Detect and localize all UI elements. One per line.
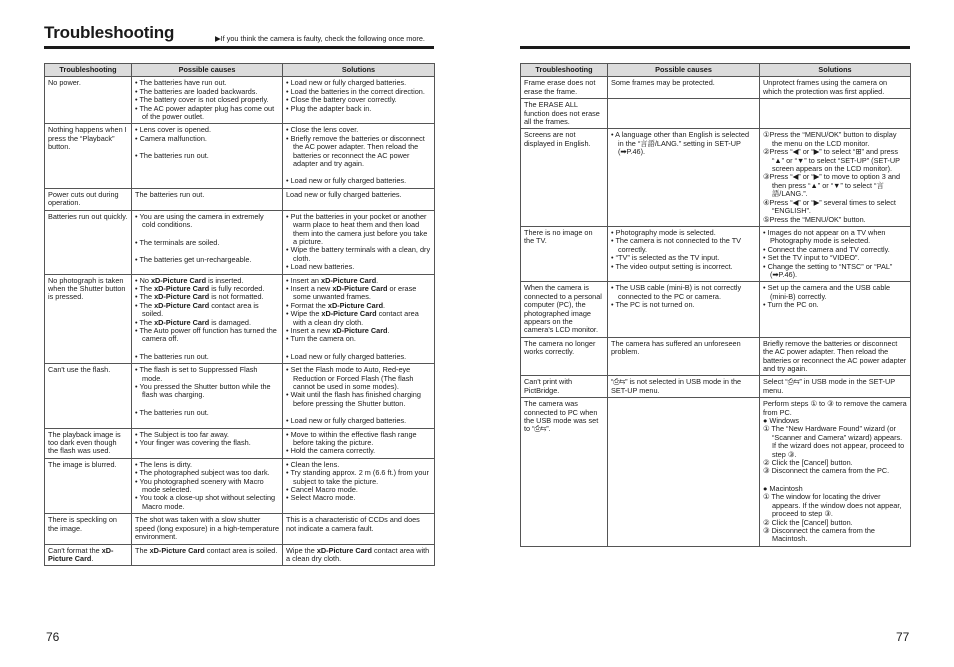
cause-item: • The PC is not turned on. (611, 300, 695, 310)
problem-cell (521, 226, 608, 281)
intro-note-text: If you think the camera is faulty, check the following once more. (220, 34, 425, 43)
problem-cell (45, 364, 132, 428)
problem-cell (45, 428, 132, 458)
right-header-rule (520, 46, 910, 49)
solution-item: Wipe the xD-Picture Card contact area with a clean dry cloth. (286, 545, 430, 563)
solution-item: ③ Disconnect the camera from the PC. (763, 466, 890, 476)
table-header-row (521, 64, 911, 77)
solutions-cell (760, 129, 911, 226)
solutions-cell (283, 364, 435, 428)
solution-item: • Wipe the xD-Picture Card contact area with a clean dry cloth. (286, 309, 419, 327)
cause-item: • Lens cover is opened. (135, 125, 211, 135)
solution-item: • Set the Flash mode to Auto, Red-eye Reduction or Forced Flash (The flash cannot be used in some modes). (286, 365, 414, 391)
causes-cell (132, 544, 283, 566)
solutions-cell (760, 337, 911, 376)
table-row (45, 274, 435, 364)
cause-item: • You pressed the Shutter button while the flash was charging. (135, 382, 271, 400)
problem-text: The camera no longer works correctly. (524, 338, 596, 357)
cause-item: • The xD-Picture Card is not formatted. (135, 292, 264, 302)
cause-item: • The terminals are soiled. (135, 237, 220, 247)
causes-cell (132, 210, 283, 274)
solution-item: ② Click the [Cancel] button. (763, 458, 853, 468)
solution-item: Briefly remove the batteries or disconnect the AC power adapter. Then reload the batteries or reconnect the AC power adapter and try again. (763, 338, 907, 373)
problem-text: The playback image is too dark even though the flash was used. (48, 429, 121, 456)
solution-item: • Insert a new xD-Picture Card. (286, 325, 390, 335)
solutions-cell (760, 282, 911, 337)
problem-text: No photograph is taken when the Shutter button is pressed. (48, 275, 126, 302)
solution-item: ● Windows (763, 416, 800, 426)
solution-item: Perform steps ① to ③ to remove the camera from PC. (763, 399, 907, 417)
table-header-row (45, 64, 435, 77)
cause-item: • A language other than English is selected in the “言語/LANG.” setting in SET-UP (➡P.46). (611, 130, 750, 157)
solution-item: • Load new batteries. (286, 262, 355, 272)
table-row (521, 337, 911, 376)
solution-item: • Insert a new xD-Picture Card or erase some unwanted frames. (286, 283, 417, 302)
causes-cell (608, 226, 760, 281)
cause-item: • No xD-Picture Card is inserted. (135, 275, 244, 285)
table-row (45, 544, 435, 566)
solutions-cell (283, 210, 435, 274)
solution-item: ③Press “◀” or “▶” to move to option 3 and then press “▲” or “▼” to select “言語/LANG.”. (763, 172, 900, 199)
solution-item: • Load new or fully charged batteries. (286, 416, 407, 426)
problem-text: No power. (48, 78, 81, 88)
cause-item: • You took a close-up shot without selecting Macro mode. (135, 493, 276, 511)
solution-item: ①Press the “MENU/OK” button to display the menu on the LCD monitor. (763, 130, 897, 148)
solutions-cell (760, 226, 911, 281)
problem-text: Power cuts out during operation. (48, 189, 119, 208)
problem-text: Screens are not displayed in English. (524, 130, 591, 148)
solutions-cell (283, 124, 435, 188)
column-header-troubleshooting: Troubleshooting (521, 64, 608, 77)
solution-item: ② Click the [Cancel] button. (763, 517, 853, 527)
solution-item: • Hold the camera correctly. (286, 446, 376, 456)
left-header-rule (44, 46, 434, 49)
troubleshooting-table-left (44, 63, 435, 566)
problem-cell (45, 514, 132, 544)
solutions-cell (760, 376, 911, 398)
solution-item: • Insert an xD-Picture Card. (286, 275, 379, 285)
problem-cell (45, 77, 132, 124)
solutions-cell (283, 428, 435, 458)
solution-item: • Turn the camera on. (286, 334, 356, 344)
solution-item: • Connect the camera and TV correctly. (763, 244, 890, 254)
causes-cell (608, 376, 760, 398)
table-row (521, 99, 911, 129)
solution-item: ① The “New Hardware Found” wizard (or “Scanner and Camera” wizard) appears. If the wizard does not appear, proceed to step ③. (763, 424, 905, 459)
table-row (521, 282, 911, 337)
solution-item: Unprotect frames using the camera on which the protection was first applied. (763, 78, 888, 96)
column-header-solutions: Solutions (283, 64, 435, 77)
table-row (521, 226, 911, 281)
page-number-right: 77 (896, 630, 910, 644)
cause-item: Some frames may be protected. (611, 78, 715, 88)
problem-text: Can't print with PictBridge. (524, 377, 573, 395)
cause-item: • Your finger was covering the flash. (135, 438, 251, 448)
cause-item: • The batteries run out. (135, 351, 209, 361)
problem-cell (521, 282, 608, 337)
problem-text: Nothing happens when I press the “Playback” button. (48, 125, 127, 152)
problem-text: Frame erase does not erase the frame. (524, 78, 596, 96)
table-row (521, 398, 911, 547)
solution-item: ④Press “◀” or “▶” several times to select “ENGLISH”. (763, 197, 896, 216)
table-row (521, 376, 911, 398)
intro-note (215, 34, 425, 43)
causes-cell (608, 129, 760, 226)
solution-item: • Change the setting to “NTSC” or “PAL” (➡P.46). (763, 261, 893, 279)
solutions-cell (283, 188, 435, 210)
column-header-troubleshooting: Troubleshooting (45, 64, 132, 77)
causes-cell (132, 274, 283, 364)
solution-item: • Clean the lens. (286, 459, 340, 469)
solution-item: • Load new or fully charged batteries. (286, 176, 407, 186)
cause-item: • The batteries get un-rechargeable. (135, 254, 252, 264)
cause-item: • Camera malfunction. (135, 133, 207, 143)
solution-item: • Turn the PC on. (763, 300, 819, 310)
solution-item: • Load the batteries in the correct direction. (286, 86, 425, 96)
causes-cell (608, 99, 760, 129)
column-header-solutions: Solutions (760, 64, 911, 77)
page-number-left: 76 (46, 630, 60, 644)
solution-item: ⑤Press the “MENU/OK” button. (763, 214, 866, 224)
solution-item: • Load new or fully charged batteries. (286, 78, 407, 88)
problem-cell (45, 210, 132, 274)
causes-cell (132, 188, 283, 210)
solution-item: • Cancel Macro mode. (286, 485, 358, 495)
causes-cell (132, 514, 283, 544)
problem-cell (45, 188, 132, 210)
cause-item: • The Subject is too far away. (135, 429, 229, 439)
table-row (45, 458, 435, 513)
causes-cell (132, 364, 283, 428)
causes-cell (132, 458, 283, 513)
problem-cell (45, 274, 132, 364)
solution-item: • Load new or fully charged batteries. (286, 351, 407, 361)
column-header-possible-causes: Possible causes (132, 64, 283, 77)
table-row (45, 210, 435, 274)
solution-item: ● Macintosh (763, 483, 803, 493)
table-row (45, 77, 435, 124)
solution-item: Load new or fully charged batteries. (286, 189, 402, 199)
solution-item: • Select Macro mode. (286, 493, 356, 503)
solution-item: • Set the TV input to “VIDEO”. (763, 253, 860, 263)
problem-text: When the camera is connected to a personal computer (PC), the photographed image appears on the camera's LCD monitor. (524, 283, 602, 335)
problem-text: The ERASE ALL function does not erase all the frames. (524, 100, 600, 127)
solutions-cell (760, 77, 911, 99)
cause-item: • “TV” is selected as the TV input. (611, 253, 720, 263)
table-row (45, 364, 435, 428)
cause-item: • The flash is set to Suppressed Flash mode. (135, 365, 258, 383)
problem-cell (521, 99, 608, 129)
solutions-cell (283, 458, 435, 513)
cause-item: • The lens is dirty. (135, 459, 193, 469)
solutions-cell (283, 274, 435, 364)
solution-item: • Move to within the effective flash range before taking the picture. (286, 429, 417, 448)
solution-item: ① The window for locating the driver appears. If the window does not appear, proceed to step ③. (763, 492, 902, 519)
solution-item: Select “⎙⇆” in USB mode in the SET-UP menu. (763, 377, 895, 395)
solutions-cell (283, 77, 435, 124)
cause-item: • You are using the camera in extremely cold conditions. (135, 211, 264, 230)
problem-text: There is no image on the TV. (524, 227, 593, 246)
cause-item: • The batteries run out. (135, 151, 209, 161)
solution-item: • Wipe the battery terminals with a clean, dry cloth. (286, 245, 431, 263)
solution-item: • Briefly remove the batteries or disconnect the AC power adapter. Then reload the batteries or reconnect the AC power adapter and try again. (286, 133, 425, 169)
cause-item: • Photography mode is selected. (611, 227, 716, 237)
solution-item: • Try standing approx. 2 m (6.6 ft.) from your subject to take the picture. (286, 468, 429, 486)
page-title: Troubleshooting (44, 23, 175, 42)
table-row (45, 514, 435, 544)
solutions-cell (283, 514, 435, 544)
problem-cell (521, 376, 608, 398)
solution-item: • Set up the camera and the USB cable (mini-B) correctly. (763, 283, 891, 301)
problem-text: The camera was connected to PC when the USB mode was set to “⎙⇆”. (524, 399, 599, 434)
solutions-cell (760, 398, 911, 547)
cause-item: • The xD-Picture Card contact area is soiled. (135, 300, 259, 319)
solution-item: • Images do not appear on a TV when Photography mode is selected. (763, 227, 886, 246)
problem-cell (521, 129, 608, 226)
solution-item: • Close the battery cover correctly. (286, 95, 397, 105)
cause-item: The batteries run out. (135, 189, 205, 199)
table-row (45, 188, 435, 210)
cause-item: • You photographed scenery with Macro mode selected. (135, 476, 264, 495)
cause-item: • The Auto power off function has turned the camera off. (135, 325, 277, 344)
table-row (45, 124, 435, 188)
solution-item: ③ Disconnect the camera from the Macintosh. (763, 525, 875, 544)
problem-text: There is speckling on the image. (48, 515, 117, 533)
table-row (45, 428, 435, 458)
problem-cell (521, 77, 608, 99)
cause-item: • The batteries have run out. (135, 78, 227, 88)
causes-cell (608, 77, 760, 99)
cause-item: • The batteries run out. (135, 407, 209, 417)
cause-item: The camera has suffered an unforeseen problem. (611, 338, 741, 357)
solutions-cell (283, 544, 435, 566)
problem-cell (45, 124, 132, 188)
causes-cell (608, 282, 760, 337)
problem-cell (45, 458, 132, 513)
solution-item: ②Press “◀” or “▶” to select “⊞” and press “▲” or “▼” to select “SET-UP” (SET-UP screen appears on the LCD monitor). (763, 147, 900, 174)
cause-item: The shot was taken with a slow shutter speed (long exposure) in a high-temperature environment. (135, 515, 279, 542)
causes-cell (132, 77, 283, 124)
causes-cell (132, 124, 283, 188)
cause-item: • The xD-Picture Card is damaged. (135, 317, 251, 327)
cause-item: The xD-Picture Card contact area is soiled. (135, 545, 278, 555)
problem-text: Batteries run out quickly. (48, 211, 128, 221)
causes-cell (132, 428, 283, 458)
cause-item: • The USB cable (mini-B) is not correctly connected to the PC or camera. (611, 283, 742, 301)
causes-cell (608, 337, 760, 376)
problem-text: Can't format the xD-Picture Card. (48, 545, 114, 563)
problem-text: The image is blurred. (48, 459, 117, 469)
cause-item: • The AC power adapter plug has come out of the power outlet. (135, 103, 275, 122)
solution-item: • Close the lens cover. (286, 125, 359, 135)
causes-cell (608, 398, 760, 547)
solutions-cell (760, 99, 911, 129)
troubleshooting-table-right (520, 63, 911, 547)
solution-item: • Put the batteries in your pocket or another warm place to heat them and then load them into the camera just before you take a picture. (286, 211, 428, 246)
problem-cell (521, 337, 608, 376)
cause-item: • The photographed subject was too dark. (135, 468, 270, 478)
problem-text: Can't use the flash. (48, 365, 111, 375)
table-row (521, 129, 911, 226)
solution-item: • Wait until the flash has finished charging before pressing the Shutter button. (286, 390, 421, 408)
problem-cell (45, 544, 132, 566)
column-header-possible-causes: Possible causes (608, 64, 760, 77)
arrow-right-icon: ▶ (215, 34, 221, 43)
solution-item: This is a characteristic of CCDs and does not indicate a camera fault. (286, 515, 420, 533)
cause-item: • The batteries are loaded backwards. (135, 86, 258, 96)
cause-item: • The video output setting is incorrect. (611, 261, 733, 271)
table-row (521, 77, 911, 99)
cause-item: “⎙⇆” is not selected in USB mode in the SET-UP menu. (611, 377, 742, 395)
solution-item: • Format the xD-Picture Card. (286, 300, 386, 310)
cause-item: • The battery cover is not closed properly. (135, 95, 269, 105)
problem-cell (521, 398, 608, 547)
cause-item: • The xD-Picture Card is fully recorded. (135, 283, 265, 293)
solution-item: • Plug the adapter back in. (286, 103, 372, 113)
cause-item: • The camera is not connected to the TV correctly. (611, 236, 742, 254)
